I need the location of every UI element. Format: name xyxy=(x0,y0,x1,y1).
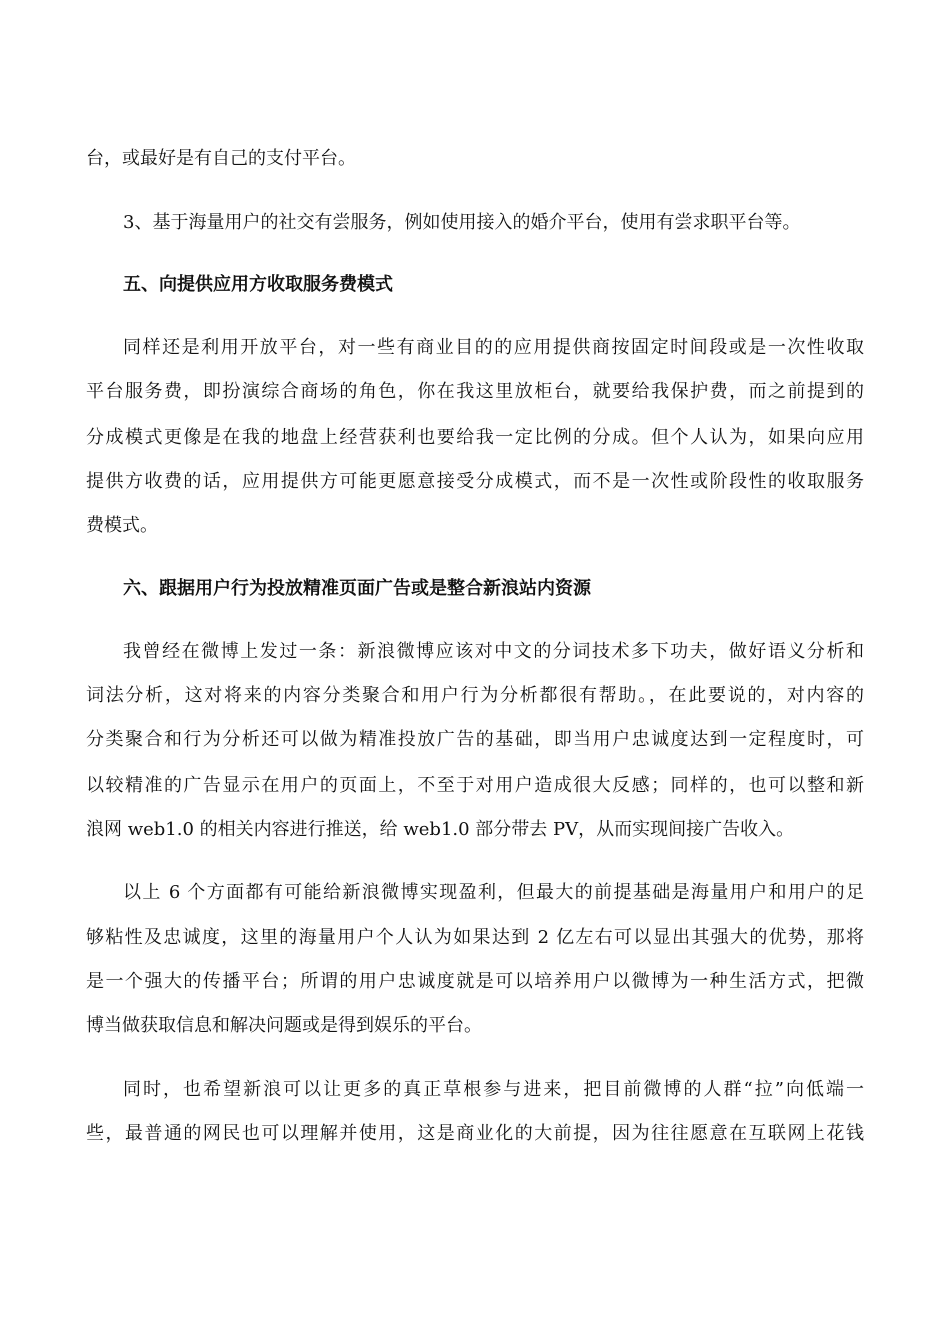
paragraph-line: 分类聚合和行为分析还可以做为精准投放广告的基础，即当用户忠诚度达到一定程度时，可 xyxy=(86,729,864,750)
section-heading: 五、向提供应用方收取服务费模式 xyxy=(123,274,393,295)
paragraph-line: 是一个强大的传播平台；所谓的用户忠诚度就是可以培养用户以微博为一种生活方式，把微 xyxy=(86,971,864,992)
paragraph-line: 我曾经在微博上发过一条：新浪微博应该对中文的分词技术多下功夫，做好语义分析和 xyxy=(123,641,864,662)
paragraph-line: 以较精准的广告显示在用户的页面上，不至于对用户造成很大反感；同样的，也可以整和新 xyxy=(86,775,864,796)
paragraph-line: 同样还是利用开放平台，对一些有商业目的的应用提供商按固定时间段或是一次性收取 xyxy=(123,337,864,358)
paragraph-line: 分成模式更像是在我的地盘上经营获利也要给我一定比例的分成。但个人认为，如果向应用 xyxy=(86,427,864,448)
paragraph-line: 平台服务费，即扮演综合商场的角色，你在我这里放柜台，就要给我保护费，而之前提到的 xyxy=(86,381,864,402)
paragraph-line: 词法分析，这对将来的内容分类聚合和用户行为分析都很有帮助。，在此要说的，对内容的 xyxy=(86,685,864,706)
paragraph-line: 以上 6 个方面都有可能给新浪微博实现盈利，但最大的前提基础是海量用户和用户的足 xyxy=(123,882,864,903)
section-heading: 六、跟据用户行为投放精准页面广告或是整合新浪站内资源 xyxy=(123,578,591,599)
paragraph-line: 博当做获取信息和解决问题或是得到娱乐的平台。 xyxy=(86,1015,482,1036)
paragraph-line: 提供方收费的话，应用提供方可能更愿意接受分成模式，而不是一次性或阶段性的收取服务 xyxy=(86,471,864,492)
paragraph-line: 3、基于海量用户的社交有尝服务，例如使用接入的婚介平台，使用有尝求职平台等。 xyxy=(123,212,801,233)
paragraph-line: 同时，也希望新浪可以让更多的真正草根参与进来，把目前微博的人群“拉”向低端一 xyxy=(123,1079,864,1100)
paragraph-line: 费模式。 xyxy=(86,515,158,536)
paragraph-line: 浪网 web1.0 的相关内容进行推送，给 web1.0 部分带去 PV，从而实现间接广告收入。 xyxy=(86,819,795,840)
paragraph-line: 台，或最好是有自己的支付平台。 xyxy=(86,148,356,169)
paragraph-line: 些，最普通的网民也可以理解并使用，这是商业化的大前提，因为往往愿意在互联网上花钱 xyxy=(86,1123,864,1144)
paragraph-line: 够粘性及忠诚度，这里的海量用户个人认为如果达到 2 亿左右可以显出其强大的优势，那将 xyxy=(86,927,864,948)
